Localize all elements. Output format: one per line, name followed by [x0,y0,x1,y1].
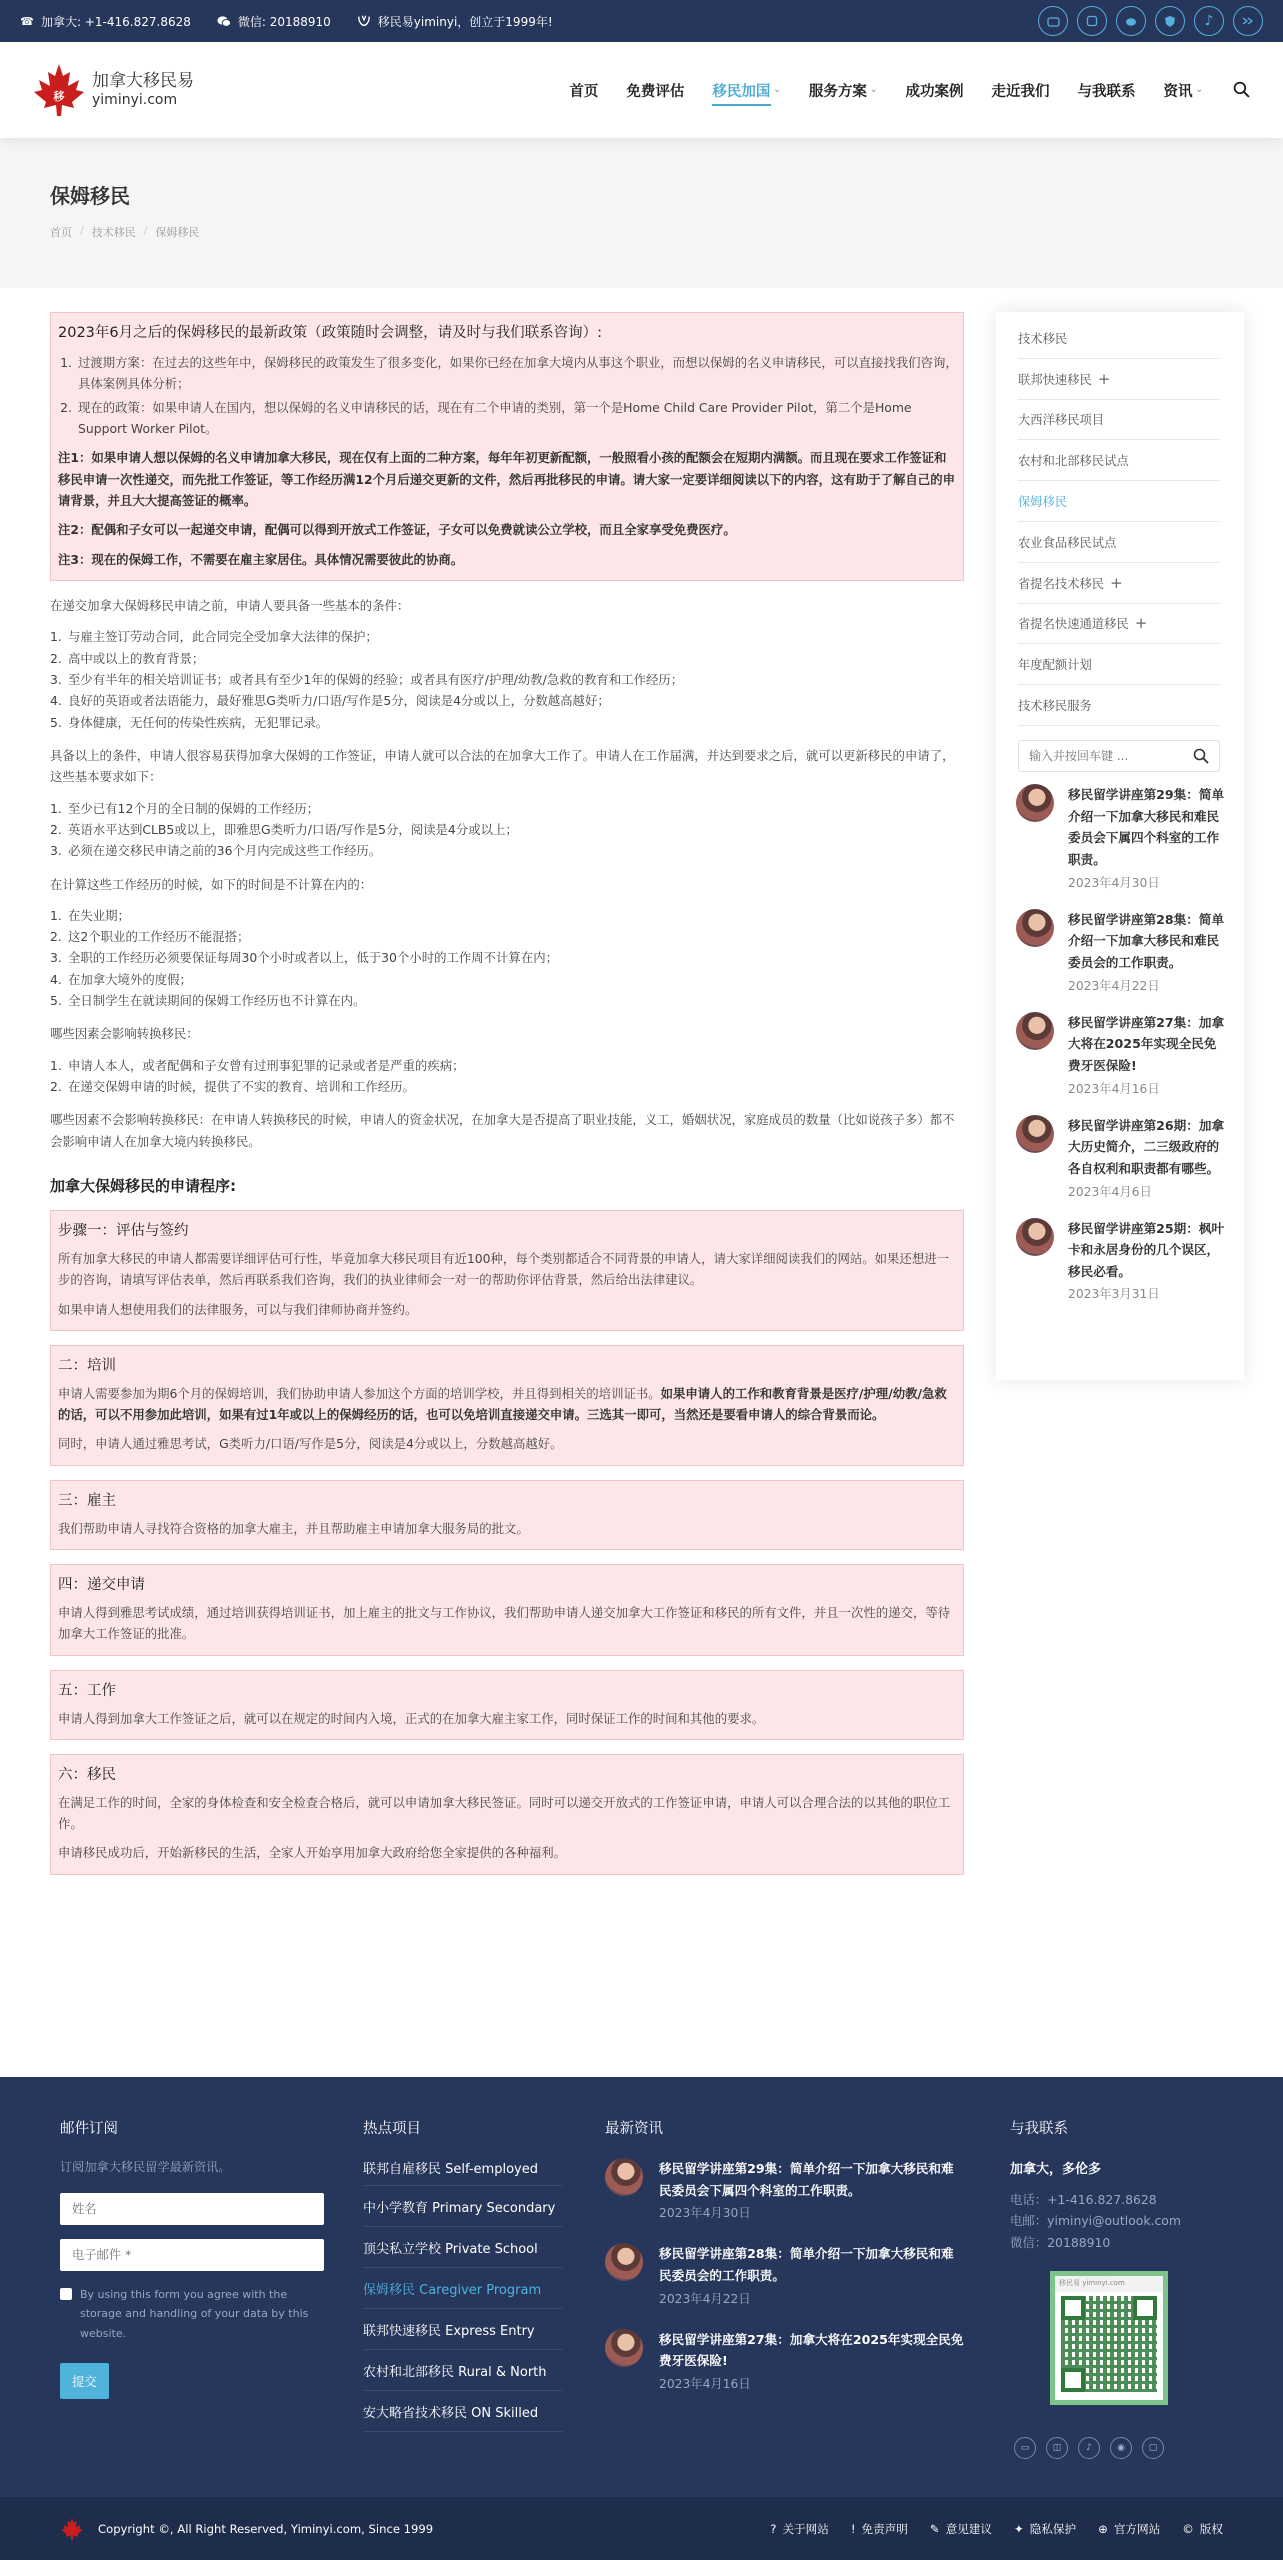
chevron-down-icon: ⌄ [1195,85,1203,95]
list-number: 3. [50,843,62,859]
post-text [1068,909,1226,994]
top-slogan [357,13,553,30]
footer-contact [1010,2117,1230,2405]
main-nav [541,70,1251,110]
top-wechat-text: 微信: 20188910 [237,14,331,29]
sidebar-search [1018,740,1220,772]
email-field[interactable] [60,2239,324,2271]
list-item [50,669,964,690]
hot-project-item[interactable]: 农村和北部移民 Rural & North [363,2350,563,2391]
footer-subscribe [60,2117,325,2399]
nav-label: 免费评估 [626,83,685,100]
list-item [50,712,964,733]
nav-item-6[interactable] [1077,70,1135,110]
step-title: 五：工作 [58,1682,116,1699]
post-item[interactable] [605,2329,965,2392]
footer-news [605,2117,965,2414]
post-item[interactable] [1016,909,1226,994]
post-title[interactable]: 移民留学讲座第25期：枫叶卡和永居身份的几个误区，移民必看。 [1068,1220,1225,1279]
post-date: 2023年4月30日 [1068,875,1160,890]
footer-link-label: 隐私保护 [1029,2521,1077,2536]
bilibili-icon[interactable]: ▭ [1014,2437,1036,2459]
step-text: 在满足工作的时间，全家的身体检查和安全检查合格后，就可以申请加拿大移民签证。同时可以递交开放式的工作签证申请，申请人可以合理合法的以其他的职位工作。 [58,1794,951,1832]
alert-icon: ! [850,2521,856,2536]
step-text: 如果申请人想使用我们的法律服务，可以与我们律师协商并签约。 [58,1301,418,1317]
footer-social-links [1014,2437,1164,2459]
hot-project-item[interactable]: 顶尖私立学校 Private School [363,2227,563,2268]
post-title[interactable]: 移民留学讲座第27集：加拿大将在2025年实现全民免费牙医保险! [659,2331,964,2369]
footer-link-2[interactable] [930,2521,992,2537]
footer-news-list [605,2158,965,2392]
sidebar-item-label: 保姆移民 [1018,495,1068,510]
logo-en-text: yiminyi.com [92,91,178,108]
nav-item-1[interactable] [626,70,684,110]
plus-icon[interactable]: + [1134,614,1148,633]
xiaohongshu-icon[interactable]: ◫ [1046,2437,1068,2459]
list-item [50,1055,964,1076]
facebook-icon[interactable] [1233,6,1263,36]
tiktok-icon[interactable]: ♪ [1194,6,1224,36]
list-text: 身体健康，无任何的传染性疾病，无犯罪记录。 [68,714,329,730]
main-content [50,312,964,1889]
nav-item-3[interactable] [809,70,878,110]
nav-item-0[interactable] [569,70,598,110]
list-item [50,648,964,669]
policy-note-1: 注1：如果申请人想以保姆的名义申请加拿大移民，现在仅有上面的二种方案，每年年初更新配额，一般照看小孩的配额会在短期内满额。而且现在要求工作签证和移民申请一次性递交，而先批工作签证，等工作经历满12个月后递交更新的文件，然后再批移民的申请。请大家一定要详细阅读以下的内容，这有助于了解自己的申请背景，并且大大提高签证的概率。 [58,450,955,508]
hot-project-item[interactable]: 联邦快速移民 Express Entry [363,2309,563,2350]
footer-email[interactable]: 电邮：yiminyi@outlook.com [1010,2213,1181,2229]
footer-link-label: 版权 [1199,2521,1223,2536]
footer-city: 加拿大，多伦多 [1010,2162,1102,2177]
page-header [0,138,1283,288]
hot-project-item[interactable]: 联邦自雇移民 Self-employed [363,2158,563,2186]
sidebar [996,312,1244,1380]
footer-link-label: 关于网站 [782,2521,829,2536]
privacy-icon: ✦ [1013,2521,1024,2536]
comment-icon: ✎ [929,2521,940,2536]
list-number: 2. [50,821,62,837]
list-number: 3. [50,671,62,687]
plus-icon[interactable]: + [1097,369,1111,388]
list-item [50,905,964,926]
footer-hot-projects [363,2117,563,2432]
sidebar-item-0[interactable] [1018,318,1220,359]
footer-link-1[interactable] [851,2521,908,2537]
post-item[interactable] [605,2243,965,2306]
sidebar-item-2[interactable] [1018,400,1220,441]
renewal-list [50,798,964,862]
list-text: 全日制学生在就读期间的保姆工作经历也不计算在内。 [68,993,366,1009]
avatar [605,2329,643,2367]
post-date: 2023年4月30日 [659,2206,751,2221]
search-icon[interactable] [1233,81,1251,99]
list-text: 至少已有12个月的全日制的保姆的工作经历； [68,800,320,816]
sidebar-item-9[interactable] [1018,685,1220,726]
qr-header: 移民易 yiminyi.com [1055,2276,1163,2292]
copyright-text: Copyright ©, All Right Reserved, Yiminyi.com, Since 1999 [98,2521,434,2536]
post-title[interactable]: 移民留学讲座第29集：简单介绍一下加拿大移民和难民委员会下属四个科室的工作职责。 [1068,786,1225,867]
globe-icon: ⊕ [1098,2521,1108,2536]
nav-label: 资讯 [1163,83,1193,100]
footer-link-label: 免责声明 [861,2521,908,2536]
sidebar-item-label: 省提名技术移民 [1018,576,1105,591]
plus-icon[interactable]: + [1110,573,1123,592]
copyright-icon: © [1182,2521,1194,2536]
list-item [50,840,964,861]
sidebar-item-label: 年度配额计划 [1018,658,1092,673]
tiktok-icon[interactable]: ♪ [1078,2437,1100,2459]
step-4 [50,1564,964,1656]
list-text: 在加拿大境外的度假； [68,971,192,987]
step-title: 二：培训 [58,1357,116,1374]
nav-item-4[interactable] [905,70,963,110]
list-item [50,798,964,819]
list-number: 2. [50,1079,62,1095]
xiaohongshu-icon[interactable] [1077,6,1107,36]
footer-contact-title: 与我联系 [1010,2121,1068,2137]
sidebar-item-3[interactable] [1018,440,1220,481]
post-date: 2023年4月6日 [1068,1184,1152,1199]
search-icon[interactable] [1193,748,1209,764]
footer-link-3[interactable] [1014,2521,1076,2537]
avatar [1016,909,1054,947]
list-number: 4. [50,971,62,987]
wechat-icon [217,14,231,28]
list-number: 2. [50,929,62,945]
avatar [1016,1218,1054,1256]
nav-item-2[interactable] [712,70,781,110]
nav-label: 服务方案 [808,83,867,100]
list-item [50,969,964,990]
consent-text: By using this form you agree with the storage and handling of your data by this website. [80,2288,309,2340]
hot-project-item[interactable]: 中小学教育 Primary Secondary [363,2186,563,2227]
post-date: 2023年4月22日 [659,2291,751,2306]
search-input[interactable] [1029,749,1179,763]
post-text [1068,1012,1226,1097]
step-title: 三：雇主 [58,1492,116,1509]
post-date: 2023年4月16日 [659,2376,751,2391]
footer-link-label: 官方网站 [1113,2521,1161,2536]
footer-phone[interactable]: 电话：+1-416.827.8628 [1010,2192,1157,2207]
nav-label: 首页 [569,83,599,100]
breadcrumb-skilled[interactable]: 技术移民 [91,226,136,239]
step-title: 六：移民 [58,1766,116,1783]
hot-project-list [363,2158,563,2432]
list-text: 全职的工作经历必须要保证每周30个小时或者以上，低于30个小时的工作周不计算在内； [68,950,558,966]
list-text: 申请人本人，或者配偶和子女曾有过刑事犯罪的记录或者是严重的疾病； [68,1057,465,1073]
list-text: 至少有半年的相关培训证书；或者具有至少1年的保姆的经验；或者具有医疗/护理/幼教/急救的教育和工作经历； [68,671,684,687]
list-text: 良好的英语或者法语能力，最好雅思G类听力/口语/写作是5分，阅读是4分或以上，分数越高越好； [68,693,610,709]
avatar [1016,1115,1054,1153]
top-phone-text: 加拿大: +1-416.827.8628 [41,14,191,29]
list-item [50,690,964,711]
list-number: 1. [50,800,62,816]
post-title[interactable]: 移民留学讲座第28集：简单介绍一下加拿大移民和难民委员会的工作职责。 [1068,911,1225,970]
list-text: 这2个职业的工作经历不能混搭； [68,929,250,945]
factors-list [50,1055,964,1098]
step-2 [50,1345,964,1466]
submit-button[interactable]: 提交 [60,2363,109,2399]
list-text: 英语水平达到CLB5或以上，即雅思G类听力/口语/写作是5分，阅读是4分或以上； [68,821,518,837]
avatar [1016,784,1054,822]
policy-note-3: 注3：现在的保姆工作，不需要在雇主家居住。具体情况需要彼此的协商。 [58,551,464,567]
post-title[interactable]: 移民留学讲座第28集：简单介绍一下加拿大移民和难民委员会的工作职责。 [659,2246,954,2283]
copyright-bar [0,2497,1283,2560]
breadcrumb-separator: / [143,224,148,237]
consent-checkbox-row [60,2285,325,2343]
sidebar-menu [996,312,1244,726]
avatar [605,2243,643,2281]
sidebar-item-label: 省提名快速通道移民 [1018,617,1129,632]
list-item: 2. 现在的政策：如果申请人在国内，想以保姆的名义申请移民的话，现在有二个申请的类别，第一个是Home Child Care Provider Pilot，第二个是Home Support Worker Pilot。 [60,399,912,436]
hot-project-item[interactable]: 安大略省技术移民 ON Skilled [363,2391,563,2432]
help-icon: ? [770,2521,777,2536]
step-text: 同时，申请人通过雅思考试，G类听力/口语/写作是5分，阅读是4分或以上，分数越高越好。 [58,1436,563,1452]
leaf-icon [357,14,371,28]
list-item [50,626,964,647]
post-text [659,2329,965,2392]
wechat-qr-code [1050,2271,1168,2405]
step-text: 申请人需要参加为期6个月的保姆培训，我们协助申请人参加这个方面的培训学校，并且得到相关的培训证书。如果申请人的工作和教育背景是医疗/护理/幼教/急救的话，可以不用参加此培训，如果有过1年或以上的保姆经历的话，也可以免培训直接递交申请。三选其一即可，当然还是要看申请人的综合背景而论。 [58,1385,947,1423]
policy-box [50,312,964,581]
copyright-links [770,2521,1223,2537]
post-title[interactable]: 移民留学讲座第26期：加拿大历史简介，二三级政府的各自权利和职责都有哪些。 [1068,1117,1225,1176]
footer-link-4[interactable] [1098,2521,1160,2537]
sidebar-item-8[interactable] [1018,644,1220,685]
maple-leaf-logo-icon [32,62,86,118]
policy-note-2: 注2：配偶和子女可以一起递交申请，配偶可以得到开放式工作签证，子女可以免费就读公立学校，而且全家享受免费医疗。 [58,522,736,538]
post-item[interactable] [1016,1218,1226,1303]
post-item[interactable] [1016,1012,1226,1097]
list-item [50,990,964,1011]
post-title[interactable]: 移民留学讲座第29集：简单介绍一下加拿大移民和难民委员会下属四个科室的工作职责。 [659,2161,954,2198]
footer-link-5[interactable] [1182,2521,1223,2537]
sidebar-item-7[interactable] [1018,604,1220,645]
sidebar-item-1[interactable] [1018,359,1220,400]
post-date: 2023年4月22日 [1068,978,1160,993]
list-item [50,926,964,947]
list-number: 1. [50,1057,62,1073]
post-date: 2023年3月31日 [1068,1287,1160,1302]
sidebar-item-6[interactable] [1018,563,1220,604]
renewal-intro: 具备以上的条件，申请人很容易获得加拿大保姆的工作签证，申请人就可以合法的在加拿大工作了。申请人在工作届满，并达到要求之后，就可以更新移民的申请了，这些基本要求如下： [50,747,955,785]
list-item [50,947,964,968]
nav-label: 走近我们 [991,83,1050,100]
list-item [50,819,964,840]
policy-list [56,352,958,439]
step-text: 我们帮助申请人寻找符合资格的加拿大雇主，并且帮助雇主申请加拿大服务局的批文。 [58,1520,529,1536]
name-field[interactable] [60,2193,324,2225]
chevron-down-icon: ⌄ [869,85,878,95]
facebook-icon[interactable]: ▢ [1142,2437,1164,2459]
post-text [659,2158,965,2221]
sidebar-item-4[interactable] [1018,481,1220,522]
hot-project-item[interactable]: 保姆移民 Caregiver Program [363,2268,563,2309]
step-text: 所有加拿大移民的申请人都需要详细评估可行性，毕竟加拿大移民项目有近100种，每个类别都适合不同背景的申请人，请大家详细阅读我们的网站。如果还想进一步的咨询，请填写评估表单，然后再联系我们咨询，我们的执业律师会一对一的帮助你评估背景，然后给出法律建议。 [58,1250,949,1288]
weibo-icon[interactable] [1116,6,1146,36]
list-number: 1. [50,629,62,645]
sidebar-item-label: 技术移民服务 [1018,699,1092,714]
footer-link-0[interactable] [770,2521,829,2537]
shield-icon[interactable] [1155,6,1185,36]
step-6 [50,1754,964,1875]
factors-intro: 哪些因素会影响转换移民： [50,1026,199,1042]
post-title[interactable]: 移民留学讲座第27集：加拿大将在2025年实现全民免费牙医保险! [1068,1014,1225,1073]
excluded-list [50,905,964,1012]
site-header [0,42,1283,138]
step-title: 四：递交申请 [58,1577,145,1594]
maple-leaf-icon [60,2517,84,2541]
nav-item-7[interactable] [1163,70,1203,110]
breadcrumb [50,224,199,240]
post-date: 2023年4月16日 [1068,1081,1160,1096]
sidebar-posts [996,772,1244,1303]
top-social-links [1038,6,1263,36]
site-footer [0,2077,1283,2497]
policy-title: 2023年6月之后的保姆移民的最新政策（政策随时会调整，请及时与我们联系咨询）: [58,325,603,341]
step-5 [50,1670,964,1740]
post-item[interactable] [605,2158,965,2221]
top-wechat[interactable] [217,13,331,30]
conditions-intro: 在递交加拿大保姆移民申请之前，申请人要具备一些基本的条件： [50,597,410,613]
list-item: 1. 过渡期方案：在过去的这些年中，保姆移民的政策发生了很多变化，如果你已经在加拿大境内从事这个职业，而想以保姆的名义申请移民，可以直接找我们咨询，具体案例具体分析； [60,354,958,392]
list-number: 5. [50,993,62,1009]
post-item[interactable] [1016,1115,1226,1200]
footer-news-title: 最新资讯 [605,2121,663,2137]
footer-subscribe-title: 邮件订阅 [60,2121,118,2137]
non-factors-text: 哪些因素不会影响转换移民：在申请人转换移民的时候，申请人的资金状况，在加拿大是否提高了职业技能，义工，婚姻状况，家庭成员的数量（比如说孩子多）都不会影响申请人在加拿大境内转换移民。 [50,1112,955,1149]
svg-text:移: 移 [53,90,65,103]
page-title: 保姆移民 [50,184,130,208]
nav-label: 成功案例 [905,83,964,100]
sidebar-item-label: 联邦快速移民 [1018,372,1092,387]
excluded-intro: 在计算这些工作经历的时候，如下的时间是不计算在内的： [50,876,373,892]
top-phone[interactable] [20,13,191,30]
list-text: 与雇主签订劳动合同，此合同完全受加拿大法律的保护； [68,629,378,645]
breadcrumb-current: 保姆移民 [155,226,200,239]
list-number: 2. [50,650,62,666]
list-number: 1. [50,907,62,923]
conditions-list [50,626,964,733]
top-bar [0,0,1283,42]
list-text: 在失业期； [68,907,130,923]
list-number: 3. [50,950,62,966]
footer-wechat: 微信：20188910 [1010,2234,1111,2250]
sidebar-item-label: 大西洋移民项目 [1018,413,1105,428]
breadcrumb-separator: / [80,224,84,237]
list-number: 4. [50,693,62,709]
list-text: 高中或以上的教育背景； [68,650,205,666]
step-text: 申请人得到雅思考试成绩，通过培训获得培训证书，加上雇主的批文与工作协议，我们帮助申请人递交加拿大工作签证和移民的所有文件，并且一次性的递交，等待加拿大工作签证的批准。 [58,1604,951,1642]
post-item[interactable] [1016,784,1226,891]
footer-hot-title: 热点项目 [363,2121,421,2137]
site-logo[interactable] [32,62,194,118]
post-text [1068,1218,1226,1303]
breadcrumb-home[interactable]: 首页 [50,226,72,239]
post-text [1068,784,1226,891]
nav-label: 与我联系 [1077,83,1136,100]
sidebar-item-label: 农业食品移民试点 [1018,535,1117,550]
consent-checkbox[interactable] [60,2288,72,2300]
bilibili-icon[interactable] [1038,6,1068,36]
sidebar-item-label: 技术移民 [1018,331,1068,346]
top-slogan-text: 移民易yiminyi，创立于1999年! [377,14,553,29]
step-1 [50,1210,964,1331]
footer-subscribe-text: 订阅加拿大移民留学最新资讯。 [60,2160,231,2174]
nav-item-5[interactable] [991,70,1049,110]
list-number: 5. [50,714,62,730]
chevron-down-icon: ⌄ [773,85,781,95]
step-3 [50,1480,964,1550]
procedure-title: 加拿大保姆移民的申请程序: [50,1177,236,1196]
sidebar-item-5[interactable] [1018,522,1220,563]
weibo-icon[interactable]: ◉ [1110,2437,1132,2459]
logo-cn-text: 加拿大移民易 [92,71,194,92]
avatar [1016,1012,1054,1050]
step-text: 申请移民成功后，开始新移民的生活，全家人开始享用加拿大政府给您全家提供的各种福利。 [58,1845,567,1861]
step-text: 申请人得到加拿大工作签证之后，就可以在规定的时间内入境，正式的在加拿大雇主家工作，同时保证工作的时间和其他的要求。 [58,1710,765,1726]
list-text: 在递交保姆申请的时候，提供了不实的教育、培训和工作经历。 [68,1079,415,1095]
footer-link-label: 意见建议 [945,2521,992,2536]
nav-label: 移民加国 [712,83,771,100]
phone-icon: ☎ [20,14,34,28]
post-text [659,2243,965,2306]
list-item [50,1076,964,1097]
avatar [605,2158,643,2196]
step-title: 步骤一：评估与签约 [58,1222,189,1239]
post-text [1068,1115,1226,1200]
sidebar-item-label: 农村和北部移民试点 [1018,454,1129,469]
list-text: 必须在递交移民申请之前的36个月内完成这些工作经历。 [68,843,382,859]
